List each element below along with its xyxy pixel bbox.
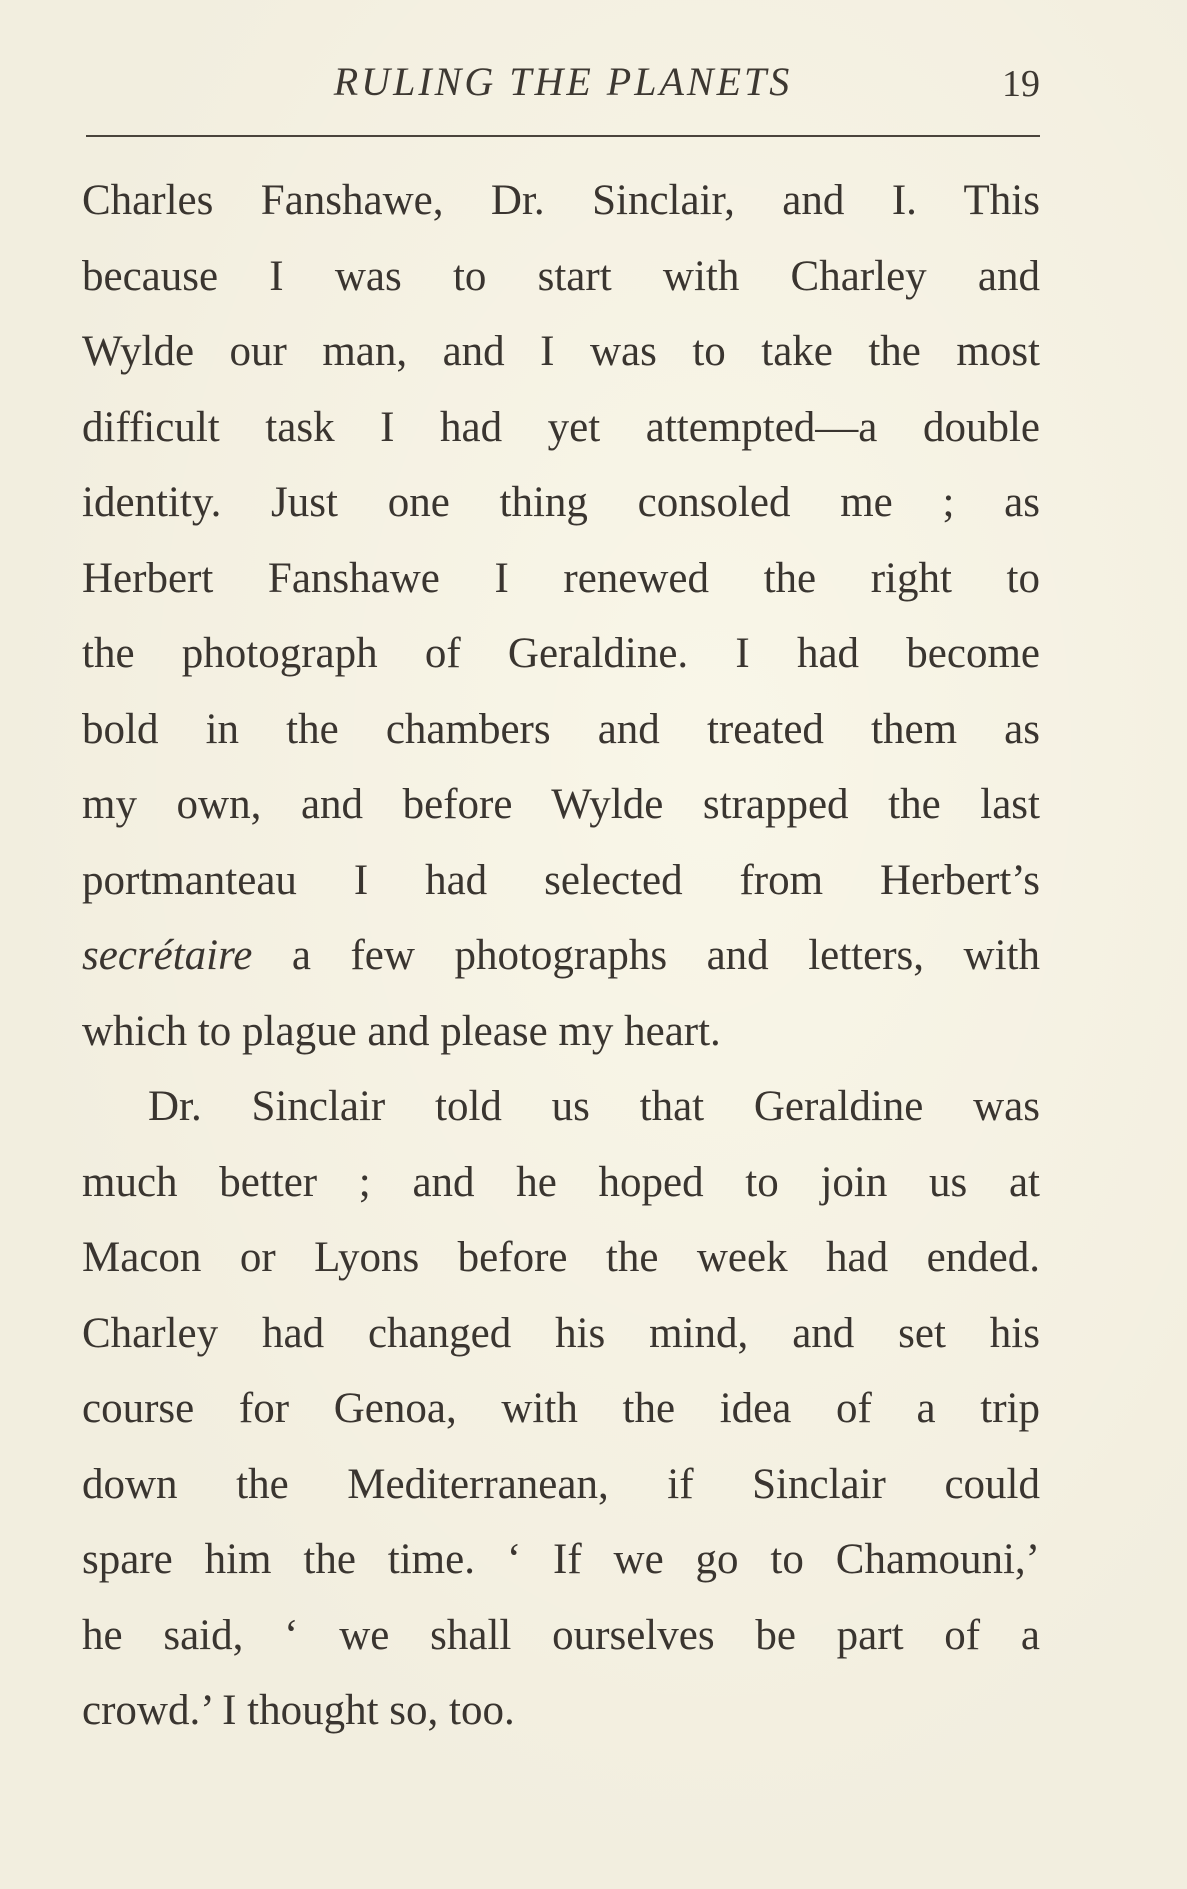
header-rule <box>86 135 1040 137</box>
text-line: Wylde our man, and I was to take the most <box>82 328 1040 375</box>
text-line: portmanteau I had selected from Herbert’s <box>82 856 1040 904</box>
text-line-with-italic <box>82 918 1040 994</box>
page-number: 19 <box>1002 63 1040 105</box>
text-line: Dr. Sinclair told us that Geraldine was <box>148 1083 1040 1130</box>
text-line: down the Mediterranean, if Sinclair could <box>82 1460 1040 1508</box>
text-line: because I was to start with Charley and <box>82 252 1040 300</box>
text-line: course for Genoa, with the idea of a trip <box>82 1385 1040 1432</box>
text-line: which to plague and please my heart. <box>82 1007 721 1055</box>
text-line: my own, and before Wylde strapped the last <box>82 781 1040 828</box>
text-line: the photograph of Geraldine. I had become <box>82 630 1040 677</box>
text-line: Herbert Fanshawe I renewed the right to <box>82 554 1040 602</box>
text-line: Macon or Lyons before the week had ended. <box>82 1234 1040 1281</box>
text-line: bold in the chambers and treated them as <box>82 705 1040 753</box>
text-line: much better ; and he hoped to join us at <box>82 1158 1040 1206</box>
text-line: he said, ‘ we shall ourselves be part of a <box>82 1611 1040 1659</box>
text-line-rest: a few photographs and letters, with <box>252 932 1040 979</box>
text-line: difficult task I had yet attempted—a double <box>82 403 1040 451</box>
body-text <box>82 163 1040 1749</box>
text-line: crowd.’ I thought so, too. <box>82 1687 515 1734</box>
text-line: Charley had changed his mind, and set his <box>82 1309 1040 1357</box>
text-line: Charles Fanshawe, Dr. Sinclair, and I. This <box>82 177 1040 224</box>
text-line: spare him the time. ‘ If we go to Chamouni,’ <box>82 1536 1040 1583</box>
running-title: RULING THE PLANETS <box>333 59 793 104</box>
text-line: identity. Just one thing consoled me ; as <box>82 479 1040 526</box>
italic-word: secrétaire <box>82 932 253 979</box>
running-head <box>86 52 1040 112</box>
